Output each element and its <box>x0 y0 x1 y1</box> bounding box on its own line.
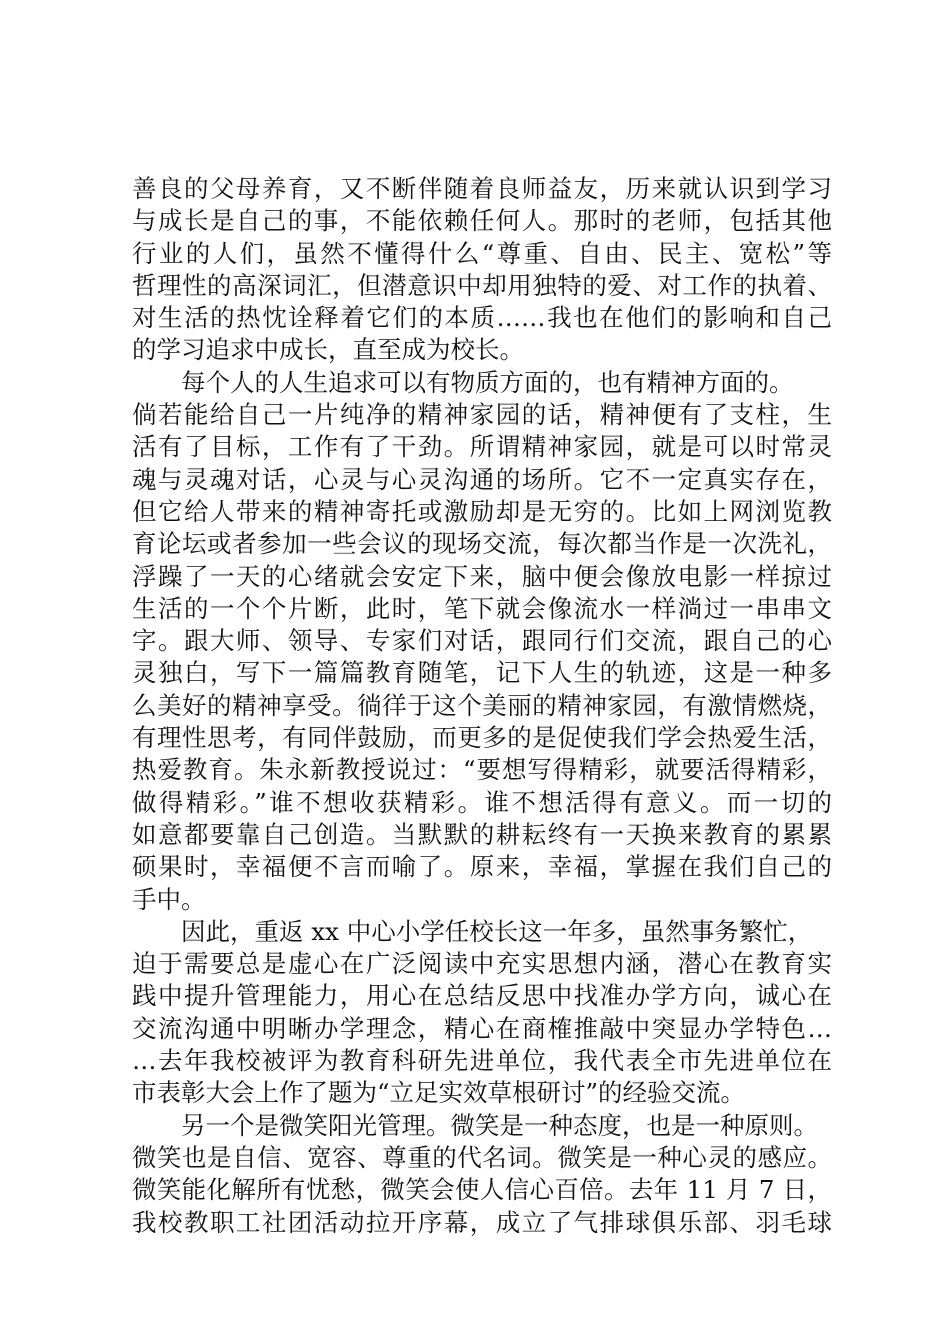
text-line: 市表彰大会上作了题为“立足实效草根研讨”的经验交流。 <box>132 1078 746 1108</box>
text-line: 与成长是自己的事，不能依赖任何人。那时的老师，包括其他 <box>132 206 832 236</box>
text-line: 生活的一个个片断，此时，笔下就会像流水一样淌过一串串文 <box>132 593 832 623</box>
text-line: 如意都要靠自己创造。当默默的耕耘终有一天换来教育的累累 <box>132 819 832 849</box>
text-line: 灵独白，写下一篇篇教育随笔，记下人生的轨迹，这是一种多 <box>132 658 832 688</box>
text-line: 的学习追求中成长，直至成为校长。 <box>132 335 524 365</box>
text-line: 迫于需要总是虚心在广泛阅读中充实思想内涵，潜心在教育实 <box>132 949 832 979</box>
text-line: …去年我校被评为教育科研先进单位，我代表全市先进单位在 <box>132 1046 832 1076</box>
text-line: 哲理性的高深词汇，但潜意识中却用独特的爱、对工作的执着、 <box>132 270 832 300</box>
text-line: 微笑能化解所有忧愁，微笑会使人信心百倍。去年 11 月 7 日， <box>132 1175 832 1205</box>
text-line: 行业的人们，虽然不懂得什么“尊重、自由、民主、宽松”等 <box>132 238 832 268</box>
text-line: 么美好的精神享受。徜徉于这个美丽的精神家园，有激情燃烧， <box>132 690 832 720</box>
body-text <box>132 173 832 1239</box>
text-line: 另一个是微笑阳光管理。微笑是一种态度，也是一种原则。 <box>181 1110 818 1140</box>
text-line: 有理性思考，有同伴鼓励，而更多的是促使我们学会热爱生活， <box>132 723 832 753</box>
text-line: 热爱教育。朱永新教授说过：“要想写得精彩，就要活得精彩， <box>132 755 832 785</box>
text-line: 每个人的人生追求可以有物质方面的，也有精神方面的。 <box>181 367 794 397</box>
text-line: 育论坛或者参加一些会议的现场交流，每次都当作是一次洗礼， <box>132 529 832 559</box>
text-line: 魂与灵魂对话，心灵与心灵沟通的场所。它不一定真实存在， <box>132 464 832 494</box>
text-line: 浮躁了一天的心绪就会安定下来，脑中便会像放电影一样掠过 <box>132 561 832 591</box>
text-line: 对生活的热忱诠释着它们的本质……我也在他们的影响和自己 <box>132 303 832 333</box>
text-line: 善良的父母养育，又不断伴随着良师益友，历来就认识到学习 <box>132 174 832 203</box>
text-line: 字。跟大师、领导、专家们对话，跟同行们交流，跟自己的心 <box>132 626 832 656</box>
text-line: 活有了目标，工作有了干劲。所谓精神家园，就是可以时常灵 <box>132 432 832 462</box>
text-line: 倘若能给自己一片纯净的精神家园的话，精神便有了支柱，生 <box>132 400 832 430</box>
text-line: 交流沟通中明晰办学理念，精心在商榷推敲中突显办学特色… <box>132 1013 832 1043</box>
text-line: 践中提升管理能力，用心在总结反思中找准办学方向，诚心在 <box>132 981 832 1011</box>
text-line: 做得精彩。”谁不想收获精彩。谁不想活得有意义。而一切的 <box>132 787 832 817</box>
text-line: 硕果时，幸福便不言而喻了。原来，幸福，掌握在我们自己的 <box>132 852 832 882</box>
text-line: 我校教职工社团活动拉开序幕，成立了气排球俱乐部、羽毛球 <box>132 1207 832 1237</box>
text-line: 但它给人带来的精神寄托或激励却是无穷的。比如上网浏览教 <box>132 496 832 526</box>
text-line: 因此，重返 xx 中心小学任校长这一年多，虽然事务繁忙， <box>181 916 813 946</box>
text-line: 微笑也是自信、宽容、尊重的代名词。微笑是一种心灵的感应。 <box>132 1142 832 1172</box>
text-line: 手中。 <box>132 884 206 914</box>
